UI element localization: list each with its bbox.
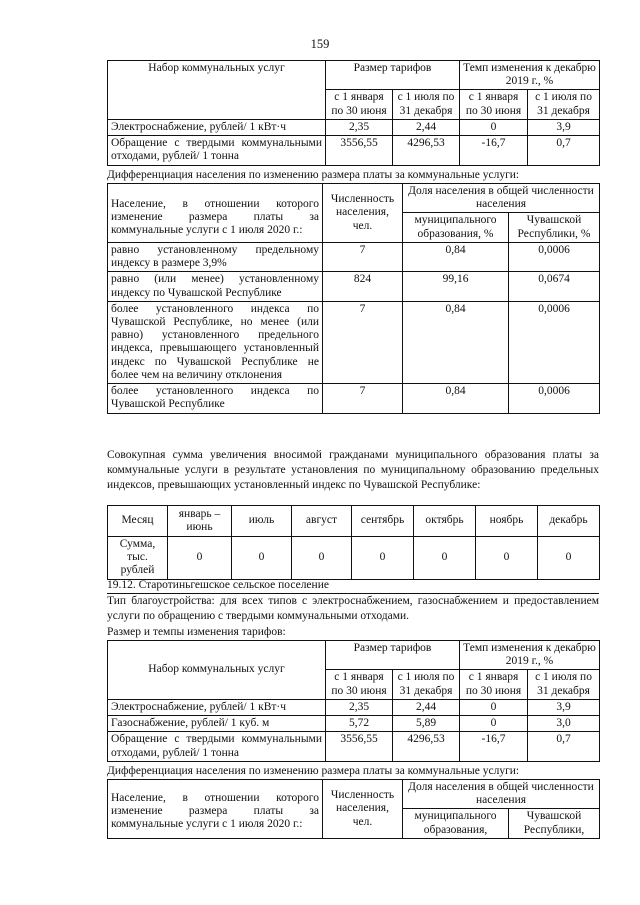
service-name: Обращение с твердыми коммунальными отходами, рублей/ 1 тонна — [108, 732, 326, 761]
table-row — [108, 242, 600, 271]
period-header: с 1 января по 30 июня — [460, 670, 528, 699]
tariff-value: 2,44 — [393, 699, 460, 715]
period-header: с 1 января по 30 июня — [460, 90, 528, 119]
col-service-header: Набор коммунальных услуг — [108, 641, 326, 700]
table-row — [108, 272, 600, 301]
col-size-header: Размер тарифов — [326, 61, 460, 90]
col-size-header: Размер тарифов — [326, 641, 460, 670]
sum-value: 0 — [414, 537, 476, 580]
table-row — [108, 537, 600, 580]
period-header: с 1 июля по 31 декабря — [393, 90, 460, 119]
table-row — [108, 384, 600, 413]
diff-title-2: Дифференциация населения по изменению размера платы за коммунальные услуги: — [107, 764, 599, 780]
tariff-value: 3556,55 — [326, 136, 393, 165]
monthly-table — [107, 505, 599, 580]
population-count: 7 — [323, 242, 403, 271]
share-mun: 99,16 — [403, 272, 509, 301]
sum-value: 0 — [352, 537, 414, 580]
col-count-header: Численность населения, чел. — [323, 780, 403, 839]
share-rep: 0,0006 — [509, 242, 600, 271]
month-header: декабрь — [538, 506, 600, 537]
page-number: 159 — [310, 37, 330, 51]
tariff-value: 4296,53 — [393, 136, 460, 165]
service-name: Газоснабжение, рублей/ 1 куб. м — [108, 716, 326, 732]
share-rep: 0,0006 — [509, 301, 600, 383]
period-header: с 1 июля по 31 декабря — [528, 90, 600, 119]
col-mun-header: муниципального образования, — [403, 809, 509, 838]
tariff-value: 5,89 — [393, 716, 460, 732]
population-category: равно установленному предельному индексу в размере 3,9% — [108, 242, 323, 271]
sum-value: 0 — [476, 537, 538, 580]
improvement-type-text: Тип благоустройства: для всех типов с электроснабжением, газоснабжением и предоставлением услуги по обращению с твердыми коммунальными отходами. — [107, 595, 599, 622]
col-rep-header: Чувашской Республики, % — [509, 213, 600, 242]
sum-value: 0 — [232, 537, 292, 580]
tariff-value: 3556,55 — [326, 732, 393, 761]
diff-table-1 — [107, 183, 599, 414]
population-category: более установленного индекса по Чувашской Республике, но менее (или равно) установленного предельного индекса, превышающего установленный индекс по Чувашской Республике не более чем на величину отклонения — [108, 301, 323, 383]
population-category: более установленного индекса по Чувашской Республике — [108, 384, 323, 413]
col-population-header: Население, в отношении которого изменение размера платы за коммунальные услуги с 1 июля 2020 г.: — [108, 184, 323, 243]
period-header: с 1 января по 30 июня — [326, 670, 393, 699]
period-header: с 1 июля по 31 декабря — [393, 670, 460, 699]
service-name: Обращение с твердыми коммунальными отходами, рублей/ 1 тонна — [108, 136, 326, 165]
tariff-value: 4296,53 — [393, 732, 460, 761]
tariff-value: 2,35 — [326, 699, 393, 715]
month-header: ноябрь — [476, 506, 538, 537]
month-header: июль — [232, 506, 292, 537]
rate-value: -16,7 — [460, 732, 528, 761]
rate-value: 0 — [460, 699, 528, 715]
month-header: январь – июнь — [168, 506, 232, 537]
col-share-header: Доля населения в общей численности населения — [403, 780, 600, 809]
share-mun: 0,84 — [403, 242, 509, 271]
share-rep: 0,0674 — [509, 272, 600, 301]
col-mun-header: муниципального образования, % — [403, 213, 509, 242]
population-count: 7 — [323, 301, 403, 383]
col-share-header: Доля населения в общей численности населения — [403, 184, 600, 213]
rate-value: -16,7 — [460, 136, 528, 165]
table-row — [108, 136, 600, 165]
rate-value: 3,9 — [528, 119, 600, 135]
table-row — [108, 119, 600, 135]
tariff-heading: Размер и темпы изменения тарифов: — [107, 626, 286, 638]
table-row — [108, 301, 600, 383]
population-count: 7 — [323, 384, 403, 413]
sum-value: 0 — [168, 537, 232, 580]
sum-row-label: Сумма, тыс. рублей — [108, 537, 168, 580]
tariff-value: 2,44 — [393, 119, 460, 135]
col-rep-header: Чувашской Республики, — [509, 809, 600, 838]
tariff-value: 2,35 — [326, 119, 393, 135]
service-name: Электроснабжение, рублей/ 1 кВт·ч — [108, 119, 326, 135]
population-category: равно (или менее) установленному индексу по Чувашской Республике — [108, 272, 323, 301]
population-count: 824 — [323, 272, 403, 301]
col-rate-header: Темп изменения к декабрю 2019 г., % — [460, 641, 600, 670]
table-row — [108, 699, 600, 715]
month-header: сентябрь — [352, 506, 414, 537]
share-rep: 0,0006 — [509, 384, 600, 413]
tariff-table-2 — [107, 640, 599, 762]
sum-value: 0 — [292, 537, 352, 580]
diff-table-2 — [107, 779, 599, 839]
rate-value: 3,0 — [528, 716, 600, 732]
sum-value: 0 — [538, 537, 600, 580]
table-row — [108, 732, 600, 761]
col-count-header: Численность населения, чел. — [323, 184, 403, 243]
diff-title-1: Дифференциация населения по изменению размера платы за коммунальные услуги: — [107, 168, 599, 184]
rate-value: 3,9 — [528, 699, 600, 715]
table-row — [108, 716, 600, 732]
rate-value: 0,7 — [528, 732, 600, 761]
month-header: август — [292, 506, 352, 537]
rate-value: 0 — [460, 119, 528, 135]
rate-value: 0,7 — [528, 136, 600, 165]
month-header: октябрь — [414, 506, 476, 537]
period-header: с 1 января по 30 июня — [326, 90, 393, 119]
service-name: Электроснабжение, рублей/ 1 кВт·ч — [108, 699, 326, 715]
tariff-table-1 — [107, 60, 599, 166]
col-rate-header: Темп изменения к декабрю 2019 г., % — [460, 61, 600, 90]
col-service-header: Набор коммунальных услуг — [108, 61, 326, 120]
col-population-header: Население, в отношении которого изменение размера платы за коммунальные услуги с 1 июля 2020 г.: — [108, 780, 323, 839]
rate-value: 0 — [460, 716, 528, 732]
share-mun: 0,84 — [403, 301, 509, 383]
section-title: 19.12. Старотиньгешское сельское поселение — [107, 578, 599, 594]
total-sum-text: Совокупная сумма увеличения вносимой гражданами муниципального образования платы за коммунальные услуги в результате установления по муниципальному образованию предельных индексов, превышающих установленный индекс по Чувашской Республике: — [107, 449, 599, 491]
col-month-header: Месяц — [108, 506, 168, 537]
period-header: с 1 июля по 31 декабря — [528, 670, 600, 699]
share-mun: 0,84 — [403, 384, 509, 413]
tariff-value: 5,72 — [326, 716, 393, 732]
